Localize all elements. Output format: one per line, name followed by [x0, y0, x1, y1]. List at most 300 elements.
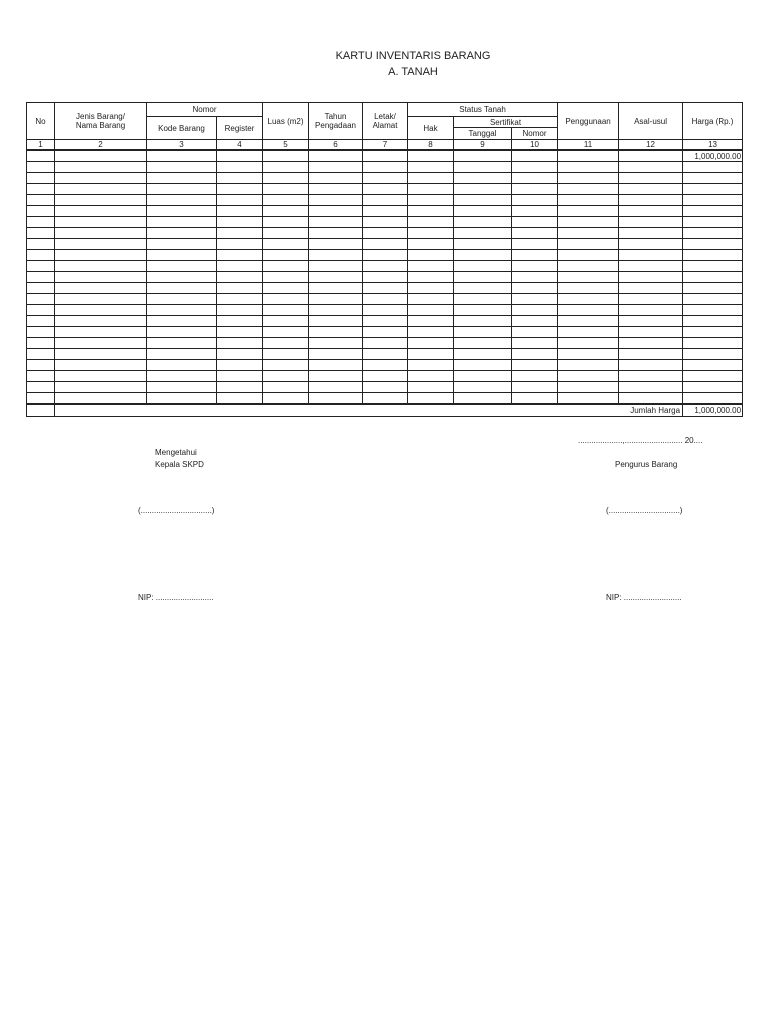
column-number: 2 — [55, 140, 147, 151]
header-harga: Harga (Rp.) — [683, 103, 743, 140]
table-cell — [619, 150, 683, 162]
table-cell — [27, 261, 55, 272]
table-cell — [558, 261, 619, 272]
table-cell — [683, 382, 743, 393]
table-cell — [619, 206, 683, 217]
table-cell — [27, 305, 55, 316]
table-cell — [147, 162, 217, 173]
table-cell — [558, 195, 619, 206]
table-cell — [309, 327, 363, 338]
column-number: 12 — [619, 140, 683, 151]
table-cell — [27, 173, 55, 184]
table-cell — [683, 349, 743, 360]
table-cell — [683, 283, 743, 294]
table-cell — [55, 305, 147, 316]
table-cell — [454, 206, 512, 217]
table-cell — [217, 305, 263, 316]
table-cell — [217, 195, 263, 206]
table-cell — [309, 393, 363, 405]
table-cell — [263, 239, 309, 250]
table-cell — [454, 349, 512, 360]
table-cell — [309, 195, 363, 206]
table-cell — [408, 349, 454, 360]
table-cell — [408, 371, 454, 382]
table-cell — [217, 393, 263, 405]
table-cell — [217, 382, 263, 393]
table-row — [27, 338, 743, 349]
column-number: 8 — [408, 140, 454, 151]
table-cell — [683, 228, 743, 239]
table-cell — [619, 316, 683, 327]
table-cell — [263, 338, 309, 349]
table-cell — [55, 294, 147, 305]
table-cell — [558, 349, 619, 360]
table-cell — [363, 349, 408, 360]
table-cell — [147, 316, 217, 327]
table-cell — [363, 261, 408, 272]
table-cell — [619, 371, 683, 382]
harga-value: 1,000,000.00 — [683, 150, 743, 162]
table-cell — [27, 272, 55, 283]
table-cell — [558, 316, 619, 327]
table-cell — [558, 327, 619, 338]
total-label: Jumlah Harga — [55, 404, 683, 417]
table-cell — [558, 393, 619, 405]
table-cell — [683, 327, 743, 338]
table-cell — [408, 294, 454, 305]
table-cell — [263, 349, 309, 360]
table-cell — [55, 272, 147, 283]
table-cell — [55, 228, 147, 239]
table-cell — [619, 349, 683, 360]
table-cell — [27, 228, 55, 239]
table-cell — [454, 371, 512, 382]
column-number: 9 — [454, 140, 512, 151]
table-cell — [454, 217, 512, 228]
table-cell — [512, 195, 558, 206]
table-cell — [408, 239, 454, 250]
empty-rows — [27, 162, 743, 405]
table-cell — [363, 360, 408, 371]
table-cell — [558, 382, 619, 393]
table-cell — [309, 316, 363, 327]
header-asal-usul: Asal-usul — [619, 103, 683, 140]
table-row — [27, 228, 743, 239]
table-cell — [147, 250, 217, 261]
table-cell — [263, 173, 309, 184]
table-cell — [147, 195, 217, 206]
table-cell — [408, 305, 454, 316]
table-cell — [619, 184, 683, 195]
column-number: 3 — [147, 140, 217, 151]
table-cell — [27, 283, 55, 294]
header-jenis-barang: Jenis Barang/ Nama Barang — [55, 103, 147, 140]
table-row — [27, 261, 743, 272]
table-cell — [363, 382, 408, 393]
table-cell — [558, 217, 619, 228]
table-cell — [217, 239, 263, 250]
table-cell — [454, 228, 512, 239]
table-cell — [363, 239, 408, 250]
table-cell — [363, 184, 408, 195]
column-number: 11 — [558, 140, 619, 151]
table-row — [27, 195, 743, 206]
table-cell — [454, 150, 512, 162]
table-cell — [217, 250, 263, 261]
table-cell — [558, 338, 619, 349]
table-cell — [558, 228, 619, 239]
table-cell — [27, 195, 55, 206]
table-row — [27, 206, 743, 217]
table-cell — [408, 250, 454, 261]
document-title: KARTU INVENTARIS BARANG — [335, 50, 491, 62]
table-cell — [558, 250, 619, 261]
header-penggunaan: Penggunaan — [558, 103, 619, 140]
table-cell — [512, 239, 558, 250]
table-cell — [512, 393, 558, 405]
column-number: 5 — [263, 140, 309, 151]
table-cell — [217, 228, 263, 239]
table-row — [27, 305, 743, 316]
table-cell — [512, 294, 558, 305]
date-line: ....................,.......................... 20.... — [578, 436, 703, 445]
table-cell — [454, 239, 512, 250]
table-cell — [55, 217, 147, 228]
table-cell — [147, 272, 217, 283]
table-cell — [363, 173, 408, 184]
table-row — [27, 327, 743, 338]
table-cell — [619, 272, 683, 283]
table-row — [27, 184, 743, 195]
table-cell — [558, 294, 619, 305]
column-number: 13 — [683, 140, 743, 151]
table-cell — [55, 338, 147, 349]
table-cell — [309, 349, 363, 360]
table-cell — [512, 228, 558, 239]
table-cell — [454, 382, 512, 393]
table-cell — [512, 316, 558, 327]
table-cell — [558, 239, 619, 250]
table-cell — [512, 338, 558, 349]
table-cell — [512, 250, 558, 261]
table-cell — [263, 305, 309, 316]
table-cell — [309, 305, 363, 316]
table-cell — [27, 316, 55, 327]
table-cell — [558, 206, 619, 217]
table-cell — [363, 162, 408, 173]
table-cell — [363, 195, 408, 206]
table-cell — [263, 261, 309, 272]
table-cell — [408, 228, 454, 239]
inventory-table — [26, 102, 743, 417]
column-number: 6 — [309, 140, 363, 151]
table-cell — [217, 173, 263, 184]
table-cell — [363, 393, 408, 405]
table-cell — [683, 371, 743, 382]
table-cell — [309, 360, 363, 371]
right-nip: NIP: .......................... — [606, 593, 682, 602]
table-cell — [309, 294, 363, 305]
table-cell — [263, 327, 309, 338]
table-cell — [363, 338, 408, 349]
table-cell — [363, 327, 408, 338]
header-sertifikat-nomor: Nomor — [512, 128, 558, 140]
table-cell — [619, 261, 683, 272]
table-cell — [558, 371, 619, 382]
table-cell — [55, 371, 147, 382]
header-hak: Hak — [408, 117, 454, 140]
table-cell — [408, 162, 454, 173]
table-cell — [147, 217, 217, 228]
table-cell — [217, 162, 263, 173]
table-cell — [408, 272, 454, 283]
table-cell — [454, 261, 512, 272]
header-luas: Luas (m2) — [263, 103, 309, 140]
table-cell — [408, 261, 454, 272]
table-row — [27, 250, 743, 261]
table-cell — [363, 217, 408, 228]
table-cell — [147, 283, 217, 294]
header-no: No — [27, 103, 55, 140]
table-cell — [55, 316, 147, 327]
table-cell — [683, 206, 743, 217]
table-row — [27, 316, 743, 327]
table-cell — [408, 316, 454, 327]
table-cell — [619, 382, 683, 393]
table-cell — [217, 371, 263, 382]
table-cell — [217, 294, 263, 305]
total-value: 1,000,000.00 — [683, 404, 743, 417]
table-cell — [263, 283, 309, 294]
table-cell — [683, 239, 743, 250]
table-cell — [309, 206, 363, 217]
table-cell — [263, 371, 309, 382]
table-cell — [27, 382, 55, 393]
table-cell — [147, 184, 217, 195]
table-cell — [408, 338, 454, 349]
table-cell — [263, 228, 309, 239]
table-cell — [27, 250, 55, 261]
table-cell — [263, 360, 309, 371]
table-cell — [683, 338, 743, 349]
table-cell — [363, 305, 408, 316]
table-cell — [512, 305, 558, 316]
table-cell — [363, 250, 408, 261]
table-cell — [454, 393, 512, 405]
table-cell — [217, 184, 263, 195]
table-row — [27, 294, 743, 305]
table-cell — [683, 305, 743, 316]
table-cell — [147, 239, 217, 250]
table-cell — [217, 316, 263, 327]
table-cell — [363, 294, 408, 305]
table-cell — [217, 360, 263, 371]
table-cell — [454, 283, 512, 294]
table-cell — [619, 162, 683, 173]
table-cell — [619, 393, 683, 405]
column-number: 4 — [217, 140, 263, 151]
table-cell — [217, 150, 263, 162]
table-cell — [619, 305, 683, 316]
table-cell — [454, 316, 512, 327]
table-row — [27, 272, 743, 283]
table-cell — [454, 184, 512, 195]
table-cell — [512, 173, 558, 184]
table-cell — [263, 195, 309, 206]
table-cell — [454, 360, 512, 371]
table-row — [27, 393, 743, 405]
table-cell — [147, 261, 217, 272]
table-cell — [55, 173, 147, 184]
table-cell — [512, 261, 558, 272]
table-cell — [454, 250, 512, 261]
table-cell — [558, 150, 619, 162]
table-cell — [147, 206, 217, 217]
table-cell — [309, 228, 363, 239]
table-cell — [55, 195, 147, 206]
table-cell — [619, 327, 683, 338]
table-cell — [309, 283, 363, 294]
table-cell — [217, 283, 263, 294]
table-cell — [408, 206, 454, 217]
table-row — [27, 382, 743, 393]
header-tahun-pengadaan: Tahun Pengadaan — [309, 103, 363, 140]
table-cell — [454, 162, 512, 173]
table-cell — [147, 349, 217, 360]
total-row — [27, 404, 743, 417]
mengetahui-label: Mengetahui — [155, 448, 197, 457]
column-number: 1 — [27, 140, 55, 151]
table-cell — [217, 217, 263, 228]
table-cell — [683, 217, 743, 228]
table-cell — [309, 272, 363, 283]
table-cell — [27, 184, 55, 195]
table-row — [27, 360, 743, 371]
table-cell — [558, 173, 619, 184]
table-cell — [263, 294, 309, 305]
table-cell — [27, 371, 55, 382]
table-cell — [263, 162, 309, 173]
table-cell — [217, 261, 263, 272]
left-nip: NIP: .......................... — [138, 593, 214, 602]
table-cell — [363, 283, 408, 294]
table-cell — [27, 239, 55, 250]
table-cell — [309, 184, 363, 195]
table-cell — [217, 327, 263, 338]
table-cell — [27, 360, 55, 371]
table-cell — [683, 261, 743, 272]
table-cell — [55, 283, 147, 294]
table-cell — [683, 360, 743, 371]
table-cell — [55, 349, 147, 360]
header-register: Register — [217, 117, 263, 140]
document-subtitle: A. TANAH — [388, 66, 438, 78]
table-cell — [217, 349, 263, 360]
table-cell — [27, 294, 55, 305]
table-cell — [512, 217, 558, 228]
table-cell — [512, 206, 558, 217]
table-cell — [27, 349, 55, 360]
header-status-tanah: Status Tanah — [408, 103, 558, 117]
pengurus-barang-label: Pengurus Barang — [615, 460, 678, 469]
table-cell — [683, 393, 743, 405]
table-row — [27, 239, 743, 250]
table-cell — [27, 393, 55, 405]
table-cell — [363, 150, 408, 162]
header-nomor: Nomor — [147, 103, 263, 117]
table-cell — [263, 393, 309, 405]
table-cell — [454, 327, 512, 338]
table-cell — [558, 305, 619, 316]
table-cell — [363, 272, 408, 283]
table-row — [27, 150, 743, 162]
table-cell — [454, 294, 512, 305]
table-row — [27, 217, 743, 228]
table-cell — [512, 184, 558, 195]
table-cell — [619, 195, 683, 206]
table-cell — [408, 327, 454, 338]
table-cell — [263, 150, 309, 162]
table-cell — [558, 162, 619, 173]
table-cell — [619, 217, 683, 228]
table-cell — [408, 195, 454, 206]
table-cell — [408, 217, 454, 228]
table-cell — [263, 250, 309, 261]
table-cell — [683, 173, 743, 184]
table-cell — [55, 206, 147, 217]
table-row — [27, 283, 743, 294]
table-cell — [263, 217, 309, 228]
table-cell — [55, 261, 147, 272]
table-cell — [619, 173, 683, 184]
table-cell — [512, 283, 558, 294]
table-cell — [619, 294, 683, 305]
table-cell — [309, 250, 363, 261]
table-cell — [27, 206, 55, 217]
table-cell — [619, 338, 683, 349]
table-cell — [27, 217, 55, 228]
table-cell — [408, 360, 454, 371]
table-cell — [619, 239, 683, 250]
table-cell — [683, 162, 743, 173]
table-cell — [55, 150, 147, 162]
table-cell — [55, 327, 147, 338]
table-row — [27, 173, 743, 184]
table-cell — [27, 150, 55, 162]
table-cell — [147, 338, 217, 349]
table-cell — [147, 228, 217, 239]
table-cell — [683, 272, 743, 283]
table-cell — [619, 360, 683, 371]
kepala-skpd-label: Kepala SKPD — [155, 460, 204, 469]
table-cell — [683, 250, 743, 261]
table-cell — [683, 316, 743, 327]
table-cell — [363, 371, 408, 382]
table-cell — [683, 184, 743, 195]
table-cell — [454, 272, 512, 283]
table-cell — [619, 228, 683, 239]
table-cell — [263, 382, 309, 393]
right-signature-name: (................................) — [606, 506, 683, 515]
table-cell — [55, 162, 147, 173]
table-cell — [263, 272, 309, 283]
table-cell — [27, 162, 55, 173]
header-sertifikat: Sertifikat — [454, 117, 558, 128]
table-cell — [454, 173, 512, 184]
table-cell — [454, 305, 512, 316]
table-cell — [217, 206, 263, 217]
table-cell — [408, 184, 454, 195]
